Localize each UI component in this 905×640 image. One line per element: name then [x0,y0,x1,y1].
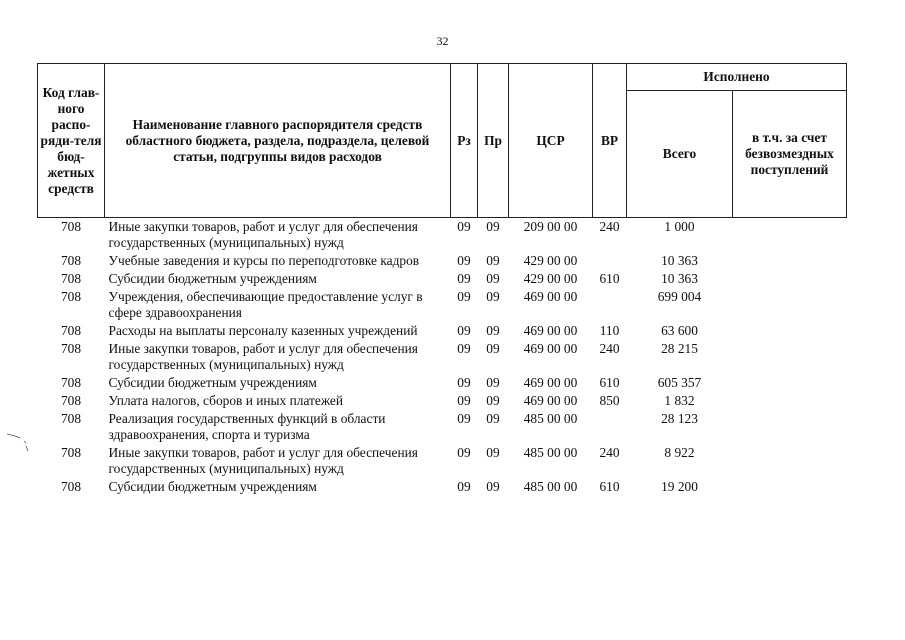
row-gratuitous [733,270,847,288]
row-total: 699 004 [657,289,702,304]
row-csr: 429 00 00 [523,271,578,286]
header-vr: ВР [593,64,627,218]
row-code: 708 [60,271,82,286]
row-name: Учебные заведения и курсы по переподготовке кадров [108,253,420,268]
header-gratuitous: в т.ч. за счет безвозмездных поступлений [733,91,847,218]
row-total: 28 123 [661,411,698,426]
row-vr: 240 [599,445,620,460]
row-rz: 09 [457,341,471,356]
row-code: 708 [60,375,82,390]
row-rz: 09 [457,271,471,286]
table-row [38,322,847,340]
row-name: Субсидии бюджетным учреждениям [108,271,317,286]
row-vr: 110 [599,323,620,338]
table-row [38,340,847,374]
row-total: 63 600 [661,323,698,338]
row-csr: 485 00 00 [523,479,578,494]
row-csr: 469 00 00 [523,375,578,390]
row-total: 10 363 [661,253,698,268]
row-name: Уплата налогов, сборов и иных платежей [108,393,344,408]
row-pr: 09 [486,253,500,268]
row-vr [593,288,627,322]
row-name: Субсидии бюджетным учреждениям [108,479,317,494]
header-code: Код глав-ного распо-ряди-теля бюд-жетных средств [38,64,105,218]
row-code: 708 [60,393,82,408]
row-pr: 09 [486,271,500,286]
row-code: 708 [60,479,82,494]
row-csr: 209 00 00 [523,219,578,234]
row-name: Учреждения, обеспечивающие предоставление услуг в сфере здравоохранения [108,289,423,320]
table-row [38,444,847,478]
row-name: Реализация государственных функций в области здравоохранения, спорта и туризма [108,411,386,442]
table-row [38,392,847,410]
row-vr: 610 [599,271,620,286]
row-csr: 469 00 00 [523,393,578,408]
row-gratuitous [733,374,847,392]
row-gratuitous [733,340,847,374]
row-vr: 240 [599,341,620,356]
row-pr: 09 [486,479,500,494]
row-gratuitous [733,288,847,322]
row-gratuitous [733,252,847,270]
row-rz: 09 [457,411,471,426]
row-vr [593,252,627,270]
row-pr: 09 [486,393,500,408]
row-rz: 09 [457,375,471,390]
row-rz: 09 [457,479,471,494]
table-row [38,218,847,253]
row-pr: 09 [486,289,500,304]
row-code: 708 [60,341,82,356]
row-gratuitous [733,218,847,253]
budget-table [37,63,847,496]
page-number: 32 [436,34,449,48]
table-row [38,252,847,270]
row-vr: 610 [599,479,620,494]
header-total: Всего [627,91,733,218]
row-code: 708 [60,289,82,304]
row-vr [593,410,627,444]
row-name: Иные закупки товаров, работ и услуг для обеспечения государственных (муниципальных) нужд [108,219,418,250]
row-rz: 09 [457,323,471,338]
row-code: 708 [60,445,82,460]
row-pr: 09 [486,375,500,390]
row-vr: 240 [599,219,620,234]
row-rz: 09 [457,253,471,268]
row-rz: 09 [457,289,471,304]
row-gratuitous [733,410,847,444]
row-vr: 610 [599,375,620,390]
row-vr: 850 [599,393,620,408]
row-total: 28 215 [661,341,698,356]
row-csr: 469 00 00 [523,289,578,304]
row-name: Расходы на выплаты персоналу казенных учреждений [108,323,418,338]
row-code: 708 [60,411,82,426]
row-total: 1 832 [664,393,695,408]
row-gratuitous [733,444,847,478]
row-pr: 09 [486,411,500,426]
row-csr: 429 00 00 [523,253,578,268]
table-row [38,270,847,288]
row-total: 19 200 [661,479,698,494]
header-executed: Исполнено [627,64,847,91]
row-pr: 09 [486,445,500,460]
row-total: 8 922 [664,445,695,460]
row-rz: 09 [457,445,471,460]
table-row [38,288,847,322]
row-gratuitous [733,322,847,340]
row-csr: 485 00 00 [523,411,578,426]
row-rz: 09 [457,219,471,234]
row-pr: 09 [486,323,500,338]
table-row [38,478,847,496]
row-name: Иные закупки товаров, работ и услуг для обеспечения государственных (муниципальных) нужд [108,445,418,476]
row-code: 708 [60,253,82,268]
row-csr: 469 00 00 [523,323,578,338]
row-csr: 469 00 00 [523,341,578,356]
row-gratuitous [733,478,847,496]
header-name: Наименование главного распорядителя средств областного бюджета, раздела, подраздела, целевой статьи, подгруппы видов расходов [105,64,451,218]
row-name: Иные закупки товаров, работ и услуг для обеспечения государственных (муниципальных) нужд [108,341,418,372]
row-pr: 09 [486,341,500,356]
row-csr: 485 00 00 [523,445,578,460]
row-pr: 09 [486,219,500,234]
row-name: Субсидии бюджетным учреждениям [108,375,317,390]
table-body [38,218,847,497]
table-row [38,410,847,444]
row-total: 10 363 [661,271,698,286]
scan-mark [6,430,30,452]
row-total: 605 357 [657,375,702,390]
header-csr: ЦСР [509,64,593,218]
row-gratuitous [733,392,847,410]
row-code: 708 [60,219,82,234]
row-total: 1 000 [664,219,695,234]
row-code: 708 [60,323,82,338]
row-rz: 09 [457,393,471,408]
table-header [38,64,847,218]
header-rz: Рз [451,64,478,218]
table-row [38,374,847,392]
header-pr: Пр [478,64,509,218]
